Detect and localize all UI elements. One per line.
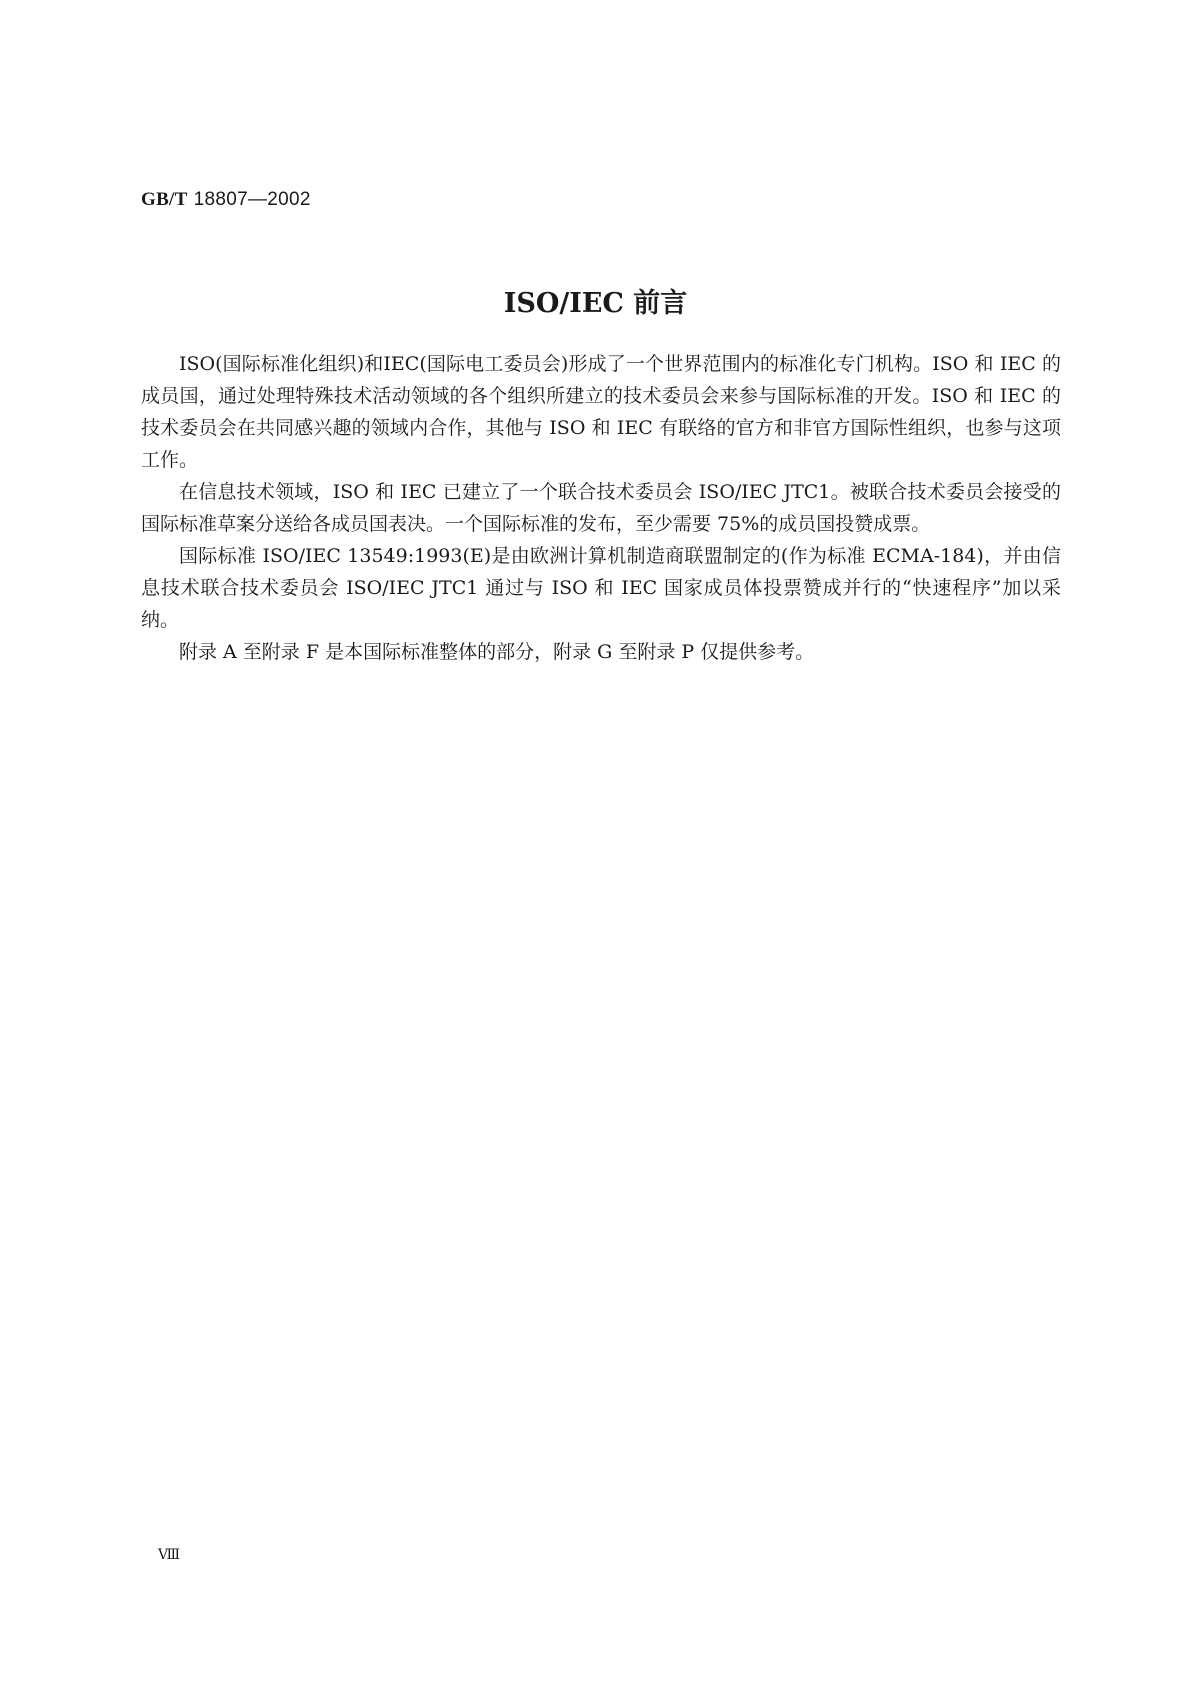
paragraph: 国际标准 ISO/IEC 13549:1993(E)是由欧洲计算机制造商联盟制定的(作为标准 ECMA-184)，并由信息技术联合技术委员会 ISO/IEC JTC1 通过与 ISO 和 IEC 国家成员体投票赞成并行的“快速程序”加以采纳。	[141, 545, 1061, 631]
paragraph: 附录 A 至附录 F 是本国际标准整体的部分，附录 G 至附录 P 仅提供参考。	[179, 641, 815, 663]
page-number: Ⅷ	[158, 1547, 181, 1563]
foreword-body	[141, 348, 1061, 668]
standard-code-header	[141, 188, 311, 211]
standard-prefix: GB/T	[141, 189, 188, 210]
page-title: ISO/IEC 前言	[503, 288, 688, 319]
paragraph: ISO(国际标准化组织)和IEC(国际电工委员会)形成了一个世界范围内的标准化专门机构。ISO 和 IEC 的成员国，通过处理特殊技术活动领域的各个组织所建立的技术委员会来参与国际标准的开发。ISO 和 IEC 的技术委员会在共同感兴趣的领域内合作，其他与 ISO 和 IEC 有联络的官方和非官方国际性组织，也参与这项工作。	[141, 353, 1061, 471]
paragraph: 在信息技术领域，ISO 和 IEC 已建立了一个联合技术委员会 ISO/IEC JTC1。被联合技术委员会接受的国际标准草案分送给各成员国表决。一个国际标准的发布，至少需要 75%的成员国投赞成票。	[141, 481, 1061, 535]
standard-number: 18807—2002	[193, 189, 311, 210]
